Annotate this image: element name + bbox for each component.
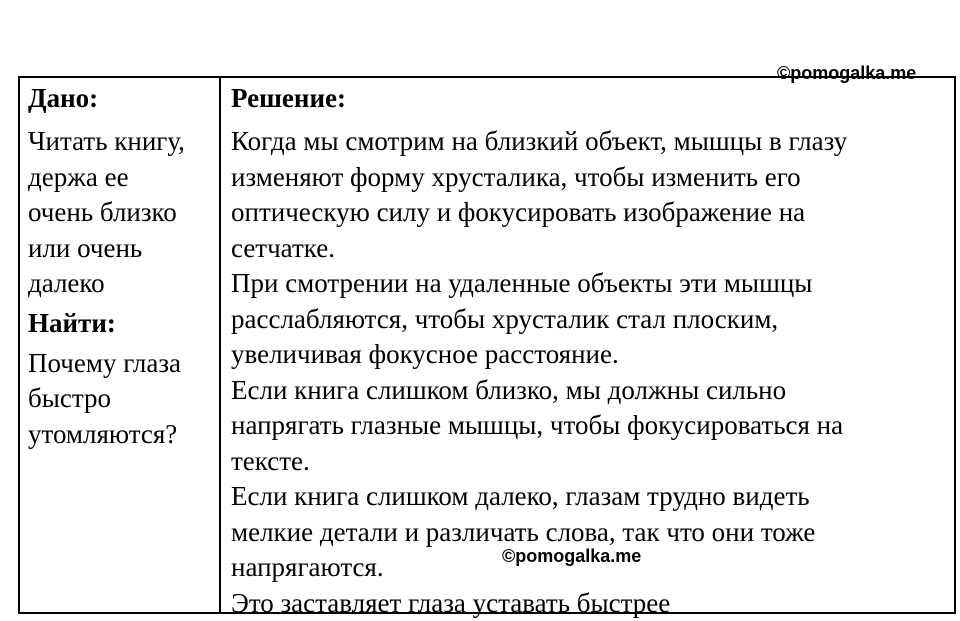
given-line: очень близко <box>28 195 218 231</box>
solution-line: увеличивая фокусное расстояние. <box>231 337 951 373</box>
given-line: Читать книгу, <box>28 124 218 160</box>
find-line: быстро <box>28 381 218 417</box>
given-heading: Дано: <box>28 80 218 116</box>
solution-line: Если книга слишком близко, мы должны сильно <box>231 373 951 409</box>
find-text <box>28 346 218 453</box>
given-line: или очень <box>28 231 218 267</box>
solution-line: мелкие детали и различать слова, так что они тоже <box>231 515 951 551</box>
given-find-column <box>28 80 218 452</box>
solution-line: Когда мы смотрим на близкий объект, мышцы в глазу <box>231 124 951 160</box>
solution-line: При смотрении на удаленные объекты эти мышцы <box>231 266 951 302</box>
find-line: Почему глаза <box>28 346 218 382</box>
solution-line: напрягать глазные мышцы, чтобы фокусироваться на <box>231 408 951 444</box>
given-text <box>28 124 218 302</box>
given-line: держа ее <box>28 160 218 196</box>
watermark-middle: ©pomogalka.me <box>502 546 641 567</box>
column-divider <box>219 76 221 614</box>
solution-line: тексте. <box>231 444 951 480</box>
solution-column <box>231 80 951 621</box>
find-heading: Найти: <box>28 305 218 341</box>
solution-line: сетчатке. <box>231 231 951 267</box>
given-line: далеко <box>28 266 218 302</box>
watermark-top: ©pomogalka.me <box>777 63 916 84</box>
solution-heading: Решение: <box>231 80 951 116</box>
solution-line: оптическую силу и фокусировать изображение на <box>231 195 951 231</box>
solution-line: напрягаются. <box>231 550 951 586</box>
solution-line: Если книга слишком далеко, глазам трудно видеть <box>231 479 951 515</box>
solution-line: расслабляются, чтобы хрусталик стал плоским, <box>231 302 951 338</box>
solution-line: изменяют форму хрусталика, чтобы изменить его <box>231 160 951 196</box>
find-line: утомляются? <box>28 417 218 453</box>
solution-line: Это заставляет глаза уставать быстрее <box>231 586 951 621</box>
